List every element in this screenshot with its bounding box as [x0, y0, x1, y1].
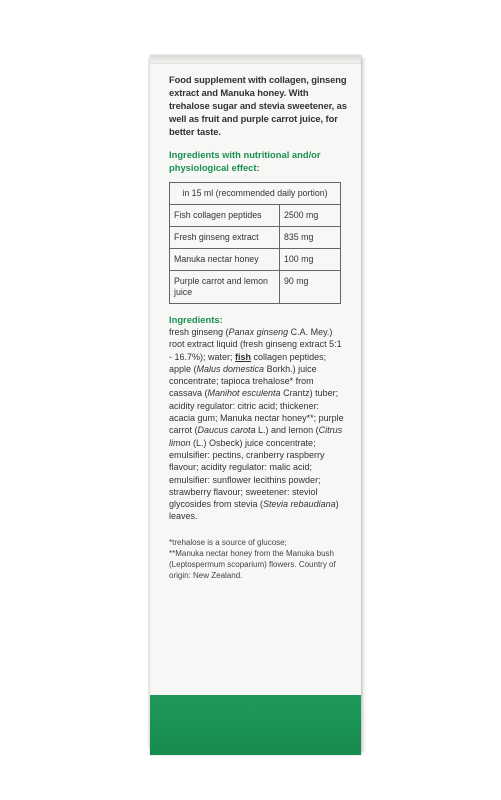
- ingredients-part: C.A. Mey.) root extract liquid (fresh ginseng extract 5:1 - 16.7%); water;: [169, 327, 342, 362]
- latin-name: Daucus carota: [197, 425, 256, 436]
- table-row: [170, 249, 341, 271]
- table-cell-amount: 90 mg: [280, 271, 341, 304]
- table-cell-name: Purple carrot and lemon juice: [170, 271, 280, 304]
- footnote-trehalose: *trehalose is a source of glucose;: [169, 537, 287, 547]
- footnote-manuka: **Manuka nectar honey from the Manuka bush (Leptospermum scoparium) flowers. Country of origin: New Zealand.: [169, 548, 336, 581]
- box-top-edge: [150, 55, 361, 63]
- table-cell-amount: 835 mg: [280, 227, 341, 249]
- box-shadow-right: [361, 58, 367, 752]
- latin-name: Stevia rebaudiana: [263, 499, 336, 510]
- table-row: [170, 205, 341, 227]
- ingredients-title: Ingredients:: [169, 314, 223, 325]
- green-color-band: [150, 695, 361, 755]
- product-description: Food supplement with collagen, ginseng extract and Manuka honey. With trehalose sugar and stevia sweetener, as well as fruit and purple carrot juice, for better taste.: [169, 74, 347, 137]
- latin-name: Citrus limon: [169, 425, 343, 448]
- table-header-row: [170, 183, 341, 205]
- label-content: [169, 73, 347, 582]
- ingredients-text: [169, 326, 347, 523]
- ingredients-part: L.) and lemon (: [255, 425, 319, 436]
- ingredients-part: (L.) Osbeck) juice concentrate; emulsifier: pectins, cranberry raspberry flavour; acidity regulator: malic acid; emulsifier: sunflower lecithins powder; strawberry flavour; sweetener: steviol glycosides from stevia (: [169, 437, 325, 510]
- table-row: [170, 271, 341, 304]
- ingredients-part: ) leaves.: [169, 499, 339, 522]
- ingredients-part: Crantz) tuber; acidity regulator: citric acid; thickener: acacia gum; Manuka nectar honey**; purple carrot (: [169, 388, 344, 436]
- latin-name: Malus domestica: [196, 363, 265, 374]
- table-cell-amount: 2500 mg: [280, 205, 341, 227]
- table-cell-name: Fresh ginseng extract: [170, 227, 280, 249]
- allergen: fish: [235, 351, 252, 362]
- latin-name: Panax ginseng: [228, 327, 289, 337]
- product-box-side-panel: [150, 55, 361, 755]
- nutrition-title: Ingredients with nutritional and/or physiological effect:: [169, 149, 321, 173]
- table-row: [170, 227, 341, 249]
- ingredients-part: collagen peptides; apple (: [169, 351, 327, 374]
- table-header: in 15 ml (recommended daily portion): [170, 183, 341, 205]
- table-cell-name: Manuka nectar honey: [170, 249, 280, 271]
- table-cell-name: Fish collagen peptides: [170, 205, 280, 227]
- table-cell-amount: 100 mg: [280, 249, 341, 271]
- footnotes: [169, 537, 347, 582]
- ingredients-part: Borkh.) juice concentrate; tapioca trehalose* from cassava (: [169, 363, 317, 399]
- box-edge-line: [150, 63, 361, 64]
- ingredients-part: fresh ginseng (: [169, 327, 229, 337]
- latin-name: Manihot esculenta: [207, 388, 281, 399]
- nutrition-table: [169, 182, 341, 304]
